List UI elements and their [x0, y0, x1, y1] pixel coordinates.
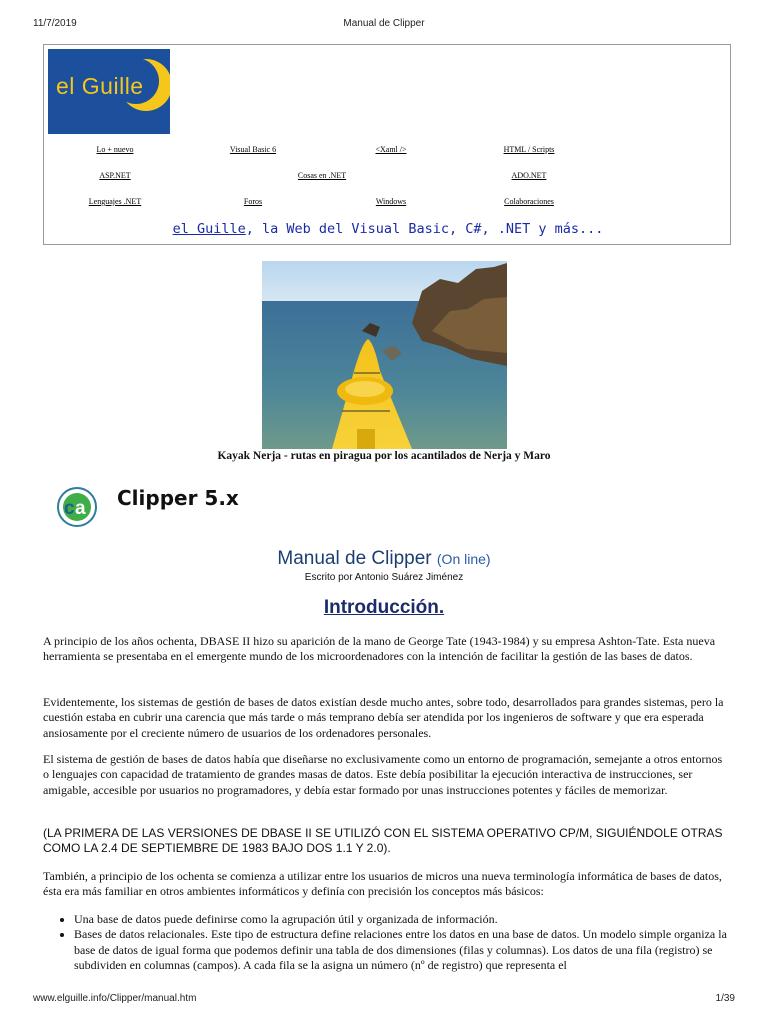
logo-text: el Guille	[56, 73, 144, 99]
paragraph-1: A principio de los años ochenta, DBASE II hizo su aparición de la mano de George Tate (1943-1984) y su empresa Ashton-Tate. Esta nueva herramienta se presentaba en el emergente mundo de los microordenadores con la intención de facilitar la gestión de las bases de datos.	[43, 634, 716, 664]
doc-title-suffix: (On line)	[436, 551, 491, 567]
nav-xaml[interactable]: <Xaml />	[375, 145, 407, 154]
nav-lo-nuevo[interactable]: Lo + nuevo	[96, 145, 134, 154]
site-tagline	[44, 221, 732, 237]
paragraph-3: El sistema de gestión de bases de datos había que diseñarse no exclusivamente como un entorno de programación, semejante a otros entornos o lenguajes con capacidad de tratamiento de grandes masas de datos. Este debía posibilitar la ejecución interactiva de instrucciones, ser amigable, accesible por usuarios no programadores, y debía estar formado por unas instrucciones potentes y fáciles de memorizar.	[43, 752, 723, 797]
nav-ado-net[interactable]: ADO.NET	[511, 171, 547, 180]
photo-caption: Kayak Nerja - rutas en piragua por los acantilados de Nerja y Maro	[217, 450, 551, 462]
nav-windows[interactable]: Windows	[375, 197, 407, 206]
site-header-box	[43, 44, 731, 245]
nav-lenguajes-net[interactable]: Lenguajes .NET	[88, 197, 142, 206]
nav-visual-basic-6[interactable]: Visual Basic 6	[229, 145, 277, 154]
nav-asp-net[interactable]: ASP.NET	[99, 171, 131, 180]
ca-logo-icon	[54, 486, 100, 528]
svg-text:a: a	[75, 498, 86, 519]
list-item: • Una base de datos puede definirse como la agrupación útil y organizada de información.	[74, 912, 729, 927]
site-logo[interactable]	[48, 49, 170, 134]
print-url: www.elguille.info/Clipper/manual.htm	[33, 993, 197, 1004]
nav-foros[interactable]: Foros	[243, 197, 263, 206]
svg-text:c: c	[64, 498, 75, 519]
clipper-title: Clipper 5.x	[117, 486, 239, 510]
print-date: 11/7/2019	[33, 18, 77, 29]
paragraph-4: (LA PRIMERA DE LAS VERSIONES DE DBASE II SE UTILIZÓ CON EL SISTEMA OPERATIVO CP/M, SIGUIÉNDOLE OTRAS COMO LA 2.4 DE SEPTIEMBRE DE 1983 BAJO DOS 1.1 Y 2.0).	[43, 826, 723, 856]
nav-html-scripts[interactable]: HTML / Scripts	[503, 145, 555, 154]
tagline-link[interactable]: el Guille	[172, 221, 246, 237]
nav-cosas-net[interactable]: Cosas en .NET	[297, 171, 347, 180]
kayak-photo[interactable]	[262, 261, 507, 449]
paragraph-2: Evidentemente, los sistemas de gestión de bases de datos existían desde mucho antes, sobre todo, desarrollados para grandes sistemas, pero la cuestión estaba en cubrir una carencia que más tarde o más temprano debía ser atendida por los ingenieros de software y que era esperada ansiosamente por el creciente número de usuarios de los ordenadores personales.	[43, 695, 724, 740]
doc-title-main: Manual de Clipper	[277, 548, 432, 569]
bullet-list	[43, 912, 729, 974]
kayak-image	[262, 261, 507, 449]
doc-title	[0, 548, 768, 570]
paragraph-5: También, a principio de los ochenta se comienza a utilizar entre los usuarios de micros una nueva terminología informática de bases de datos, ésta era más familiar en otros ambientes informáticos y definía con precisión los conceptos más básicos:	[43, 869, 722, 899]
section-heading: Introducción.	[323, 597, 445, 618]
print-title: Manual de Clipper	[343, 18, 425, 29]
tagline-text: , la Web del Visual Basic, C#, .NET y más...	[245, 221, 604, 237]
list-item: • Bases de datos relacionales. Este tipo de estructura define relaciones entre los datos en una base de datos. Un modelo simple organiza la base de datos de igual forma que podemos definir una tabla de dos dimensiones (filas y columnas). Los datos de una fila (registro) se subdividen en columnas (campos). A cada fila se la asigna un número (nº de registro) que representa el	[74, 927, 729, 973]
page-number: 1/39	[715, 993, 735, 1004]
doc-author: Escrito por Antonio Suárez Jiménez	[304, 572, 464, 583]
nav-colaboraciones[interactable]: Colaboraciones	[504, 197, 554, 206]
